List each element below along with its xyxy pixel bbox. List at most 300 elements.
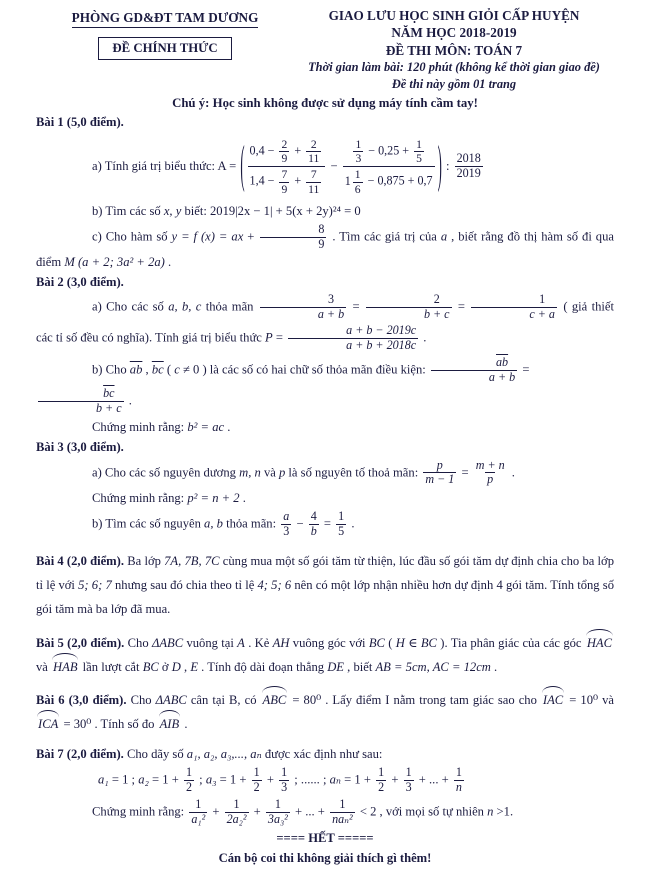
numerator — [438, 356, 510, 370]
fraction — [336, 510, 346, 539]
fraction — [376, 766, 386, 795]
fraction — [279, 138, 289, 166]
text-run: Bài 1 (5,0 điểm). — [36, 114, 124, 129]
text-run: = — [458, 464, 472, 479]
fraction — [454, 766, 464, 795]
bai1-heading — [36, 113, 614, 132]
fraction — [306, 138, 321, 166]
numerator — [481, 293, 547, 307]
numerator — [279, 168, 289, 181]
denominator — [431, 370, 517, 385]
fraction — [423, 459, 456, 488]
bai6 — [36, 688, 614, 736]
math-variable: a + b — [317, 307, 345, 322]
text-run: thỏa mãn — [201, 299, 258, 314]
text-run: 2 — [281, 137, 288, 151]
text-run: a) Cho các số nguyên dương — [92, 464, 240, 479]
text-run: 1 — [378, 765, 385, 780]
denominator — [423, 472, 456, 487]
text-run: ở — [158, 659, 172, 674]
numerator — [474, 459, 507, 473]
numerator — [279, 766, 289, 780]
denominator — [248, 166, 326, 197]
fraction — [189, 798, 207, 827]
overline-number: $\overline{ab}$ — [129, 362, 143, 377]
subject-title: ĐỀ THI MÔN: TOÁN 7 — [385, 42, 523, 58]
numerator — [288, 324, 418, 338]
math-variable: b² = ac — [187, 419, 225, 434]
proctor-note — [36, 849, 614, 868]
math-variable: a₁, a₂, a₃,..., aₙ — [186, 747, 262, 762]
text-run: nên có một lớp nhận nhiều hơn dự định 4 gói tăm. Tính tổng số gói tăm mà ba lớp đã mua. — [36, 578, 614, 617]
angle-hat: AIB — [158, 712, 182, 736]
denominator — [404, 780, 414, 795]
bold-label: Bài 5 (2,0 điểm). — [36, 635, 125, 650]
text-run: 1 — [354, 168, 361, 182]
text-run: 1 — [274, 796, 281, 811]
text-run: 9 — [281, 151, 288, 165]
fraction — [38, 387, 124, 416]
text-run: . — [490, 659, 498, 674]
text-run: = — [320, 516, 335, 531]
bai2-heading — [36, 273, 614, 292]
text-run: . — [181, 717, 188, 732]
fraction — [353, 138, 363, 166]
text-run: − — [327, 158, 341, 173]
bold-label: Bài 6 (3,0 điểm). — [36, 692, 127, 707]
text-run: . — [224, 419, 231, 434]
math-variable: AH — [272, 635, 290, 650]
denominator — [281, 524, 291, 539]
denominator — [414, 151, 424, 165]
text-run: vuông tại — [183, 635, 238, 650]
exam-header — [36, 7, 614, 93]
numerator — [454, 766, 464, 780]
text-run: cân tại B, có — [186, 692, 261, 707]
text-run: b) Tìm các số — [92, 204, 164, 218]
math-variable: p — [278, 464, 286, 479]
text-run: 4 — [310, 509, 317, 524]
overline-number: $\overline{ab}$ — [496, 355, 509, 370]
text-run: 2 — [378, 780, 385, 795]
numerator — [353, 168, 363, 181]
end-mark — [36, 829, 614, 848]
header-right-column — [294, 7, 614, 93]
fraction — [455, 152, 483, 181]
denominator — [353, 151, 363, 165]
bai1b — [36, 202, 614, 221]
numerator — [248, 137, 326, 167]
numerator — [337, 798, 347, 812]
math-variable: 2a₂² — [226, 811, 247, 826]
text-run: cùng mua một số gói tăm từ thiện, lúc đầu số gói tăm dự định chia cho ba lớp tỉ lệ với — [36, 554, 615, 593]
text-run: , biết rằng đồ thị hàm số đi qua điểm — [36, 229, 614, 269]
text-run: 2 — [253, 780, 260, 795]
text-run: 11 — [308, 151, 320, 165]
text-run: 1 — [339, 796, 346, 811]
text-run: ( — [163, 362, 175, 377]
math-variable: E — [190, 659, 199, 674]
bai3-heading — [36, 438, 614, 457]
text-run: thỏa mãn: — [222, 516, 280, 531]
math-variable: b + c — [423, 307, 450, 322]
angle-hat: IAC — [541, 688, 565, 712]
numerator — [309, 510, 319, 524]
fraction — [309, 510, 319, 539]
denominator — [189, 812, 207, 827]
denominator — [225, 812, 249, 827]
text-run: + — [263, 772, 278, 787]
bai7-proof — [36, 797, 614, 828]
bold-label: Bài 4 (2,0 điểm). — [36, 554, 125, 569]
big-paren: ( — [240, 136, 245, 194]
fraction — [248, 137, 326, 197]
mixed-number — [345, 167, 365, 197]
text-run: a) Cho các số — [92, 299, 169, 314]
text-run: , — [142, 362, 152, 377]
text-run: 1 — [405, 765, 412, 780]
bai3a-proof — [36, 489, 614, 508]
text-run: 7 — [310, 168, 317, 182]
text-run: Cho — [126, 692, 156, 707]
math-variable: m − 1 — [425, 472, 455, 487]
math-variable: y = f (x) = ax — [171, 229, 244, 244]
fraction — [260, 293, 346, 322]
numerator — [184, 766, 194, 780]
fraction — [252, 766, 262, 795]
numerator — [309, 138, 319, 151]
math-variable: DE — [327, 659, 344, 674]
math-variable: a₁ — [98, 772, 109, 787]
math-variable: H — [395, 635, 405, 650]
text-run: , — [180, 659, 191, 674]
math-variable: 3a₃² — [267, 811, 288, 826]
text-run: 9 — [318, 236, 325, 251]
text-run: ; — [196, 772, 206, 787]
denominator — [376, 780, 386, 795]
denominator — [260, 237, 326, 252]
text-run: ( giả thiết các tỉ số đều có nghĩa). Tính giá trị biểu thức — [36, 299, 615, 345]
fraction — [281, 510, 291, 539]
angle-hat: HAC — [585, 631, 614, 655]
math-variable: P — [265, 330, 273, 345]
text-run: 1 — [185, 765, 193, 780]
fraction — [330, 798, 355, 827]
math-variable: a + b — [488, 370, 516, 385]
math-variable: 4; 5; 6 — [257, 578, 292, 593]
text-run: 1,4 − — [249, 173, 278, 188]
text-run: và — [36, 659, 52, 674]
math-variable: n — [487, 804, 494, 819]
contest-title: GIAO LƯU HỌC SINH GIỎI CẤP HUYỆN — [328, 8, 580, 23]
math-variable: a₁² — [191, 811, 206, 826]
denominator — [353, 182, 363, 196]
bai3a — [36, 458, 614, 489]
text-run: = 1 ; — [108, 772, 139, 787]
text-run: < 2 , với mọi số tự nhiên — [356, 804, 488, 819]
text-run: = — [519, 362, 530, 377]
text-run: . Kẻ — [244, 635, 273, 650]
text-run: ≠ 0 ) là các số có hai chữ số thỏa mãn điều kiện: — [179, 362, 429, 377]
text-run: Cán bộ coi thi không giải thích gì thêm! — [218, 850, 432, 865]
math-variable: M (a + 2; 3a² + 2a) — [64, 254, 165, 269]
bold-label: Bài 7 (2,0 điểm). — [36, 747, 124, 762]
text-run: = — [348, 299, 364, 314]
denominator — [266, 812, 290, 827]
text-run: . — [348, 516, 355, 531]
numerator — [309, 168, 319, 181]
text-run: ( — [384, 635, 396, 650]
text-run: . — [239, 491, 246, 506]
math-variable: c + a — [529, 307, 555, 322]
text-run: 6 — [354, 182, 361, 196]
math-variable: p — [436, 457, 443, 472]
whole-part: 1 — [344, 174, 351, 189]
text-run: . — [164, 254, 172, 269]
text-run: = 10⁰ và — [565, 692, 614, 707]
numerator — [435, 459, 445, 473]
text-run: A = — [217, 158, 240, 173]
math-variable: a₂ — [138, 772, 149, 787]
calculator-notice: Chú ý: Học sinh không được sử dụng máy tính cầm tay! — [172, 95, 478, 110]
text-run: = — [272, 330, 287, 345]
math-variable: BC — [420, 635, 437, 650]
math-variable: b + c — [96, 400, 122, 415]
denominator — [330, 812, 355, 827]
math-variable: ΔABC — [155, 692, 187, 707]
math-variable: p² = n + 2 — [187, 491, 240, 506]
text-run: 0,4 − — [249, 143, 278, 158]
numerator — [336, 510, 346, 524]
text-run: nhưng sau đó chia theo tỉ lệ — [111, 578, 258, 593]
fraction — [474, 459, 507, 488]
text-run: ). Tia phân giác của các góc — [436, 635, 585, 650]
text-run: Chứng minh rằng: — [92, 491, 188, 506]
denominator — [279, 182, 289, 196]
denominator — [454, 780, 464, 795]
text-run: . Tìm các giá trị của — [328, 229, 441, 244]
numerator — [193, 798, 203, 812]
bai7-sequence — [36, 765, 614, 796]
math-variable: x, y — [163, 204, 182, 218]
text-run: + — [243, 229, 259, 244]
numerator — [349, 137, 427, 167]
text-run: được xác định như sau: — [261, 747, 383, 762]
text-run: 1 — [539, 292, 546, 307]
fraction — [404, 766, 414, 795]
denominator — [279, 151, 289, 165]
text-run: biết: 2019|2x − 1| + 5(x + 2y)²⁴ = 0 — [181, 204, 361, 218]
angle-hat: HAB — [51, 655, 79, 679]
denominator — [306, 151, 321, 165]
text-run: 3 — [283, 524, 290, 539]
math-variable: BC — [368, 635, 385, 650]
text-run: vuông góc với — [289, 635, 369, 650]
math-variable: m + n — [475, 457, 505, 472]
fraction — [471, 293, 557, 322]
numerator — [273, 798, 283, 812]
denominator — [336, 524, 346, 539]
math-variable: p — [487, 472, 494, 487]
denominator — [184, 780, 194, 795]
math-variable: naₙ² — [332, 811, 353, 826]
text-run: 3 — [327, 292, 334, 307]
math-variable: D — [171, 659, 181, 674]
text-run: , biết — [344, 659, 376, 674]
numerator — [232, 798, 242, 812]
text-run: . — [125, 393, 132, 408]
fraction — [279, 168, 289, 196]
text-run: 3 — [281, 780, 288, 795]
text-run: 9 — [281, 182, 288, 196]
text-run: + — [250, 804, 264, 819]
text-run: = — [453, 299, 470, 314]
text-run: 1 — [233, 796, 240, 811]
text-run: = 1 + — [341, 772, 375, 787]
fraction — [343, 137, 435, 197]
text-run: Cho dãy số — [123, 747, 187, 762]
numerator — [414, 138, 424, 151]
text-run: a) Tính giá trị biểu thức: — [92, 158, 218, 173]
text-run: 3 — [405, 780, 412, 795]
header-left-column — [36, 7, 294, 60]
numerator — [353, 138, 363, 151]
overline-number: $\overline{bc}$ — [151, 362, 164, 377]
math-variable: c — [174, 362, 180, 377]
numerator — [260, 223, 326, 237]
text-run: = 30⁰ . Tính số đo — [60, 717, 158, 732]
official-exam-stamp: ĐỀ CHÍNH THỨC — [98, 37, 231, 60]
text-run: 1 — [281, 765, 288, 780]
text-run: Chứng minh rằng: — [92, 804, 188, 819]
text-run: ; ...... ; — [291, 772, 330, 787]
text-run: ==== HẾT ===== — [276, 830, 374, 845]
denominator — [343, 166, 435, 197]
text-run: . Tính độ dài đoạn thẳng — [198, 659, 328, 674]
math-variable: n — [455, 780, 462, 795]
math-variable: b — [310, 524, 317, 539]
text-run: − 0,25 + — [365, 143, 413, 158]
text-run: 2 — [433, 292, 440, 307]
text-run: − — [293, 516, 307, 531]
math-variable: a — [440, 229, 448, 244]
fraction — [431, 356, 517, 385]
text-run: Ba lớp — [124, 554, 165, 569]
bai3b — [36, 509, 614, 540]
text-run: 1 — [416, 137, 422, 151]
text-run: + — [388, 772, 402, 787]
text-run: + — [291, 173, 305, 188]
text-run: và — [260, 464, 279, 479]
fraction — [414, 138, 424, 166]
text-run: 8 — [318, 221, 325, 236]
text-run: Chứng minh rằng: — [92, 419, 188, 434]
angle-hat: ABC — [261, 688, 289, 712]
numerator — [45, 387, 116, 401]
text-run: 3 — [355, 151, 362, 165]
text-run: + — [209, 804, 223, 819]
denominator — [455, 166, 483, 181]
text-run: lần lượt cắt — [79, 659, 143, 674]
numerator — [376, 293, 442, 307]
text-run: 1 — [455, 765, 462, 780]
text-run: 1 — [338, 509, 345, 524]
text-run: Bài 2 (3,0 điểm). — [36, 274, 124, 289]
numerator — [252, 766, 262, 780]
denominator — [306, 182, 321, 196]
math-variable: A — [237, 635, 245, 650]
text-run: = 80⁰ . Lấy điểm I nằm trong tam giác sao cho — [288, 692, 541, 707]
math-variable: aₙ — [329, 772, 342, 787]
text-run: . — [508, 464, 515, 479]
school-year: NĂM HỌC 2018-2019 — [391, 25, 517, 41]
text-run: . — [420, 330, 427, 345]
fraction — [184, 766, 194, 795]
text-run: 11 — [308, 182, 320, 196]
numerator — [281, 510, 291, 524]
fraction — [225, 798, 249, 827]
exam-body — [36, 113, 614, 868]
denominator — [366, 307, 452, 322]
page-count-note: Đề thi này gồm 01 trang — [391, 77, 517, 91]
text-run: Cho — [124, 635, 152, 650]
overline-number: $\overline{bc}$ — [103, 385, 115, 400]
text-run: = 1 + — [148, 772, 182, 787]
math-variable: a — [283, 509, 290, 524]
text-run: + — [291, 143, 305, 158]
text-run: c) Cho hàm số — [92, 229, 172, 244]
denominator — [279, 780, 289, 795]
bai1a — [36, 136, 614, 198]
numerator — [279, 138, 289, 151]
fraction — [306, 168, 321, 196]
text-run: >1. — [493, 804, 514, 819]
text-run: = 1 + — [216, 772, 250, 787]
big-paren: ) — [437, 136, 442, 194]
fraction — [260, 223, 326, 252]
text-run: là số nguyên tố thoả mãn: — [285, 464, 422, 479]
text-run: : — [442, 158, 453, 173]
duration-note: Thời gian làm bài: 120 phút (không kể thời gian giao đề) — [308, 60, 600, 75]
math-variable: a, b — [204, 516, 223, 531]
math-variable: a + b + 2018c — [346, 338, 417, 353]
math-variable: AB = 5cm, AC = 12cm — [375, 659, 491, 674]
numerator — [270, 293, 336, 307]
math-variable: a₃ — [205, 772, 217, 787]
fraction — [279, 766, 289, 795]
text-run: ∈ — [404, 635, 421, 650]
text-run: 5 — [416, 151, 422, 165]
text-run: b) Tìm các số nguyên — [92, 516, 205, 531]
text-run: 7 — [281, 168, 288, 182]
text-run: − 0,875 + 0,7 — [364, 173, 433, 188]
text-run: + ... + — [291, 804, 329, 819]
text-run: 1 — [195, 796, 202, 811]
math-variable: 5; 6; 7 — [78, 578, 112, 593]
math-variable: BC — [142, 659, 159, 674]
text-run: 2 — [185, 780, 193, 795]
denominator — [485, 472, 495, 487]
department-name: PHÒNG GD&ĐT TAM DƯƠNG — [72, 10, 259, 28]
denominator — [309, 524, 319, 539]
text-run: 2019 — [456, 166, 481, 181]
bai2b-proof — [36, 418, 614, 437]
text-run: b) Cho — [92, 362, 130, 377]
text-run: 5 — [338, 524, 345, 539]
numerator — [404, 766, 414, 780]
denominator — [471, 307, 557, 322]
bai7 — [36, 745, 614, 764]
